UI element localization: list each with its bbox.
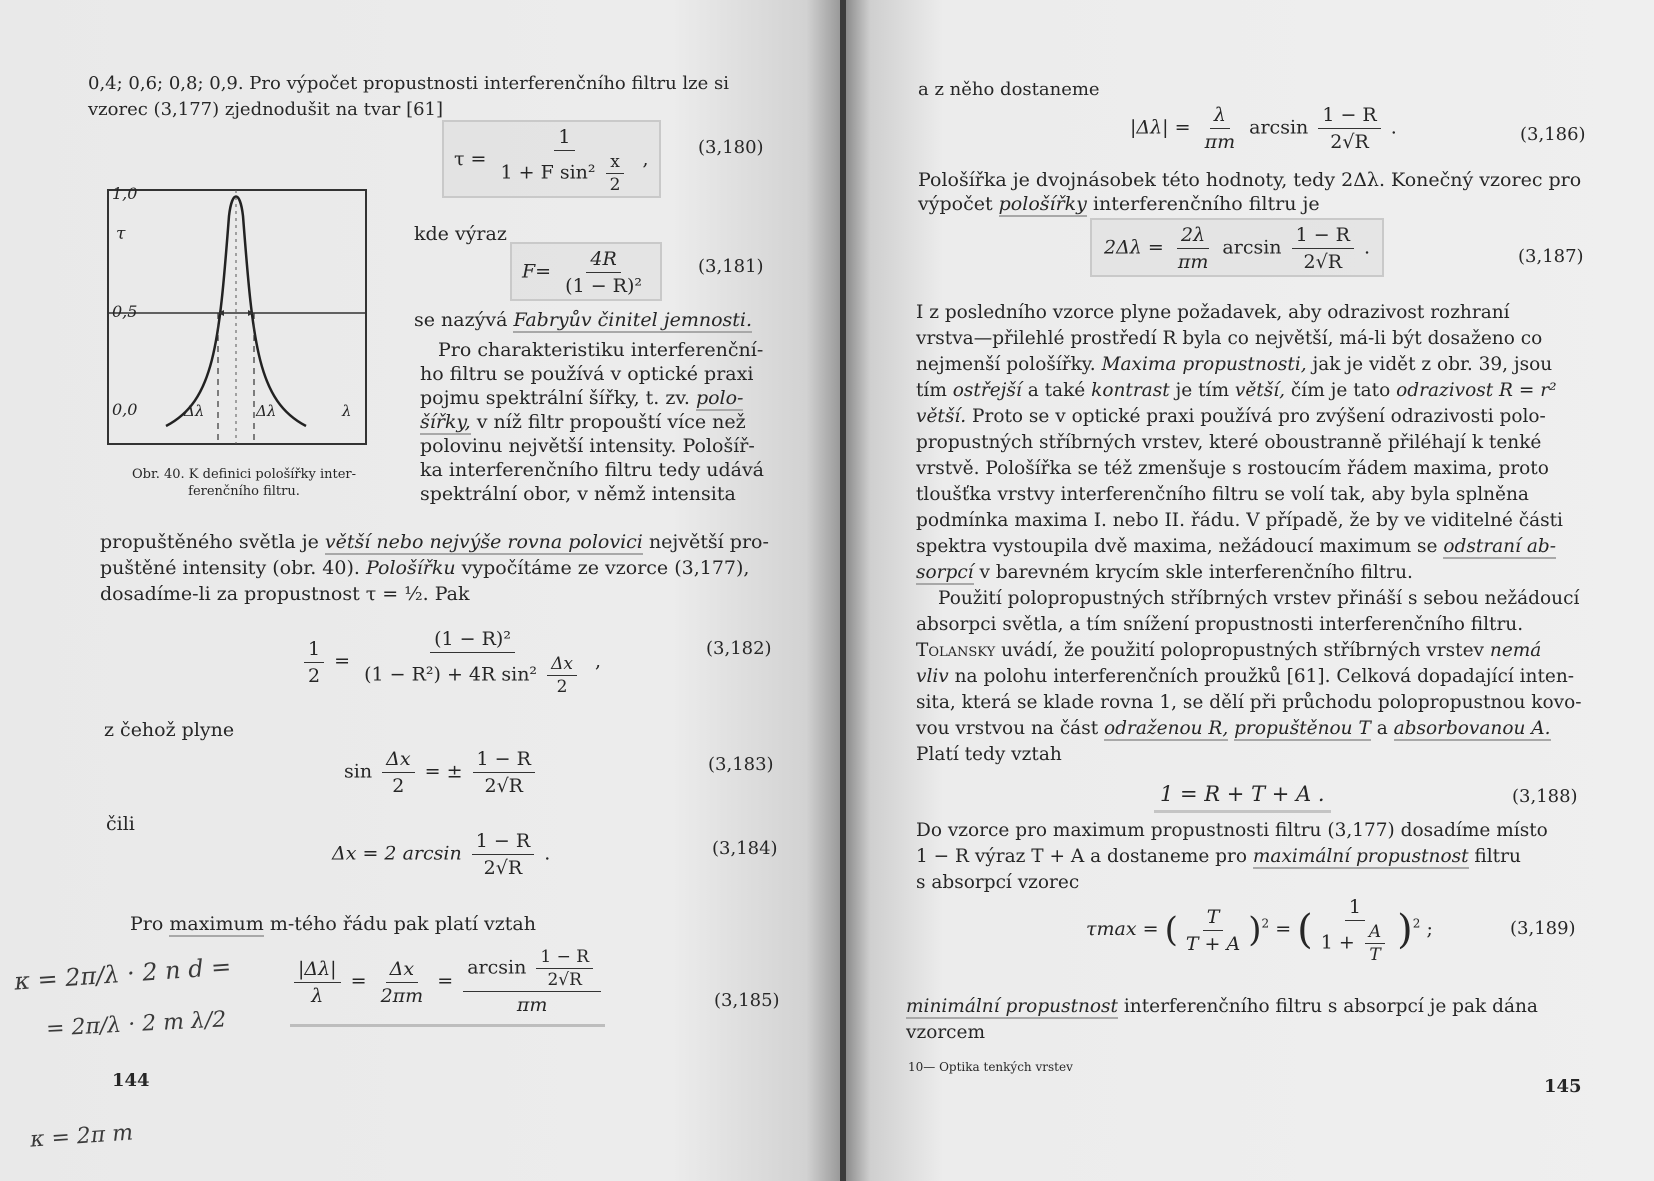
equation-number: (3,181): [698, 256, 764, 277]
text-span: čím je tato: [1290, 380, 1391, 401]
text-line: Do vzorce pro maximum propustnosti filtru (3,177) dosadíme místo: [916, 820, 1548, 841]
term-emphasis: sorpcí: [916, 562, 974, 583]
eq-numerator: 2λ: [1177, 224, 1209, 249]
axis-label: Δλ: [184, 402, 205, 420]
axis-label: 1,0: [112, 184, 138, 203]
text-line: [130, 912, 536, 936]
eq-frac-num: Δx: [547, 655, 577, 676]
equation-3-184: [332, 830, 550, 879]
caption-line: Obr. 40. K definici pološířky inter-: [131, 467, 357, 482]
text-line: polovinu největší intensity. Pološíř-: [420, 435, 755, 457]
eq-denominator: 2√R: [1330, 131, 1369, 153]
equation-3-183: [344, 748, 539, 797]
author-name: Tolansky: [916, 640, 996, 661]
eq-lhs: τ =: [454, 148, 487, 170]
text-line: čili: [106, 813, 135, 835]
text-line: s absorpcí vzorec: [916, 872, 1080, 893]
eq-denominator: (1 − R²) + 4R sin²: [364, 663, 538, 686]
text-span: vypočítáme ze vzorce (3,177),: [461, 557, 750, 579]
text-line: [100, 556, 749, 580]
equation-3-186: [1130, 104, 1397, 153]
term-emphasis: maximální propustnost: [1252, 846, 1469, 867]
eq-punct: ,: [595, 650, 602, 672]
term-emphasis: odrazivost R = r²: [1396, 380, 1557, 401]
right-page: [846, 0, 1654, 1181]
term-emphasis: nemá: [1489, 640, 1542, 661]
text-line: ho filtru se používá v optické praxi: [420, 363, 754, 385]
text-span: v níž filtr propouští více než: [476, 411, 746, 433]
footer: 10— Optika tenkých vrstev: [908, 1060, 1073, 1074]
page-number: 145: [1544, 1076, 1582, 1097]
eq-numerator: 1 − R: [473, 748, 535, 773]
equation-3-189: τmax = ( $\frac{T}{T + A}$ )$^2$ = ( 1 1 + $\frac{A}{T}$ )$^2$ ;: [1086, 896, 1433, 965]
paragraph: [916, 300, 1632, 768]
eq-denominator: λ: [311, 984, 324, 1007]
text-line: kde výraz: [414, 223, 507, 245]
text-line: 0,4; 0,6; 0,8; 0,9. Pro výpočet propustnosti interferenčního filtru lze si: [88, 73, 730, 94]
term-emphasis: vliv: [916, 666, 949, 687]
eq-numerator: λ: [1210, 104, 1230, 129]
eq-denominator: πm: [516, 994, 548, 1016]
text-span: propuštěného světla je: [100, 531, 319, 553]
equation-number: (3,184): [712, 838, 778, 859]
text-span: m-tého řádu pak platí vztah: [269, 913, 536, 935]
eq-numerator: |Δλ|: [294, 958, 341, 983]
text-line: vrstva—přilehlé prostředí R byla co největší, má-li být dosaženo co: [916, 328, 1543, 349]
eq-frac-num: x: [606, 153, 624, 174]
term-emphasis: větší nebo nejvýše rovna polovici: [324, 531, 643, 553]
term-emphasis: Pološířku: [365, 557, 456, 579]
eq-numerator: 4R: [586, 248, 620, 273]
eq-operator: =: [437, 970, 454, 992]
text-span: 1 − R výraz T + A a dostaneme pro: [916, 846, 1247, 867]
term-emphasis: absorbovanou A.: [1393, 718, 1551, 739]
term-emphasis: větší.: [916, 406, 967, 427]
axis-label: λ: [342, 402, 352, 420]
eq-exponent: 2: [1412, 916, 1421, 931]
term-emphasis: propuštěnou T: [1234, 718, 1371, 739]
eq-lhs: Δx = 2 arcsin: [332, 842, 462, 865]
equation-3-182: $\frac{1}{2}$ = (1 − R)² (1 − R²) + 4R sin² $\frac{\Delta x}{2}$ ,: [300, 628, 601, 696]
handwritten-note: = 2π/λ · 2 m λ/2: [45, 1007, 227, 1042]
text-line: I z posledního vzorce plyne požadavek, aby odrazivost rozhraní: [916, 302, 1510, 323]
term-emphasis: odstraní ab-: [1443, 536, 1556, 557]
text-span: spektra vystoupila dvě maxima, nežádoucí maximum se: [916, 536, 1438, 557]
text-span: v barevném krycím skle interferenčního filtru.: [979, 562, 1413, 583]
equation-3-180: [442, 120, 661, 198]
term-pološířky: šířky,: [420, 411, 471, 433]
equation-number: (3,182): [706, 638, 772, 659]
equation-number: (3,188): [1512, 786, 1578, 807]
eq-lhs: τmax =: [1086, 918, 1159, 940]
text-span: jak je vidět z obr. 39, jsou: [1312, 354, 1553, 375]
eq-numerator: 1 − R: [536, 948, 593, 969]
eq-denominator: 1 +: [1320, 931, 1355, 954]
text-line: Použití polopropustných stříbrných vrstev přináší s sebou nežádoucí: [938, 588, 1580, 609]
eq-denominator: 2πm: [380, 984, 424, 1007]
eq-numerator: 1 − R: [1292, 224, 1354, 249]
eq-punct: .: [544, 842, 551, 865]
text-line: podmínka maxima I. nebo II. řádu. V případě, že by ve viditelné části: [916, 510, 1563, 531]
text-span: na polohu interferenčních proužků [61]. Celková dopadající inten-: [954, 666, 1574, 687]
text-span: uvádí, že použití polopropustných stříbrných vrstev: [1001, 640, 1485, 661]
text-line: spektrální obor, v němž intensita: [420, 483, 736, 505]
eq-function: arcsin: [467, 956, 527, 979]
eq-denominator: T + A: [1185, 932, 1241, 955]
eq-lhs: F=: [522, 260, 552, 283]
eq-numerator: (1 − R)²: [430, 628, 515, 653]
text-span: pojmu spektrální šířky, t. zv.: [420, 387, 690, 409]
equation-number: (3,186): [1520, 124, 1586, 145]
text-span: filtru: [1474, 846, 1521, 867]
eq-operator: =: [1275, 918, 1292, 940]
text-line: vzorcem: [906, 1022, 986, 1043]
half-width-diagram: [104, 186, 370, 448]
equation-3-185: [290, 948, 605, 1027]
text-line: Pološířka je dvojnásobek této hodnoty, tedy 2Δλ. Konečný vzorec pro: [918, 169, 1582, 191]
text-line: [100, 530, 769, 554]
equation-number: (3,187): [1518, 246, 1584, 267]
equation-3-188: 1 = R + T + A .: [1154, 782, 1331, 813]
eq-denominator: 2√R: [484, 775, 523, 797]
eq-numerator: T: [1203, 906, 1224, 931]
term-pološířky: polo-: [695, 387, 744, 409]
figure-caption: [104, 466, 384, 500]
eq-punct: ;: [1426, 918, 1433, 940]
text-line: tloušťka vrstvy interferenčního filtru se volí tak, aby byla splněna: [916, 484, 1529, 505]
eq-lhs: |Δλ| =: [1130, 116, 1191, 139]
text-span: a: [1376, 718, 1388, 739]
eq-lhs: sin: [344, 760, 373, 783]
term-emphasis: ostřejší: [952, 380, 1022, 401]
text-span: Pro: [130, 913, 164, 935]
eq-denominator: 2√R: [1303, 251, 1343, 273]
text-line: Pro charakteristiku interferenční-: [438, 339, 764, 361]
paragraph: [916, 818, 1548, 896]
eq-exponent: 2: [1261, 916, 1270, 931]
text-span: puštěné intensity (obr. 40).: [100, 557, 360, 579]
eq-denominator: πm: [1204, 131, 1236, 153]
text-span: se nazývá: [414, 309, 508, 331]
equation-3-181: [510, 242, 662, 301]
axis-label: Δλ: [256, 402, 277, 420]
eq-punct: ,: [642, 148, 649, 170]
eq-frac-den: T: [1369, 945, 1381, 965]
axis-label: 0,5: [112, 302, 138, 321]
eq-numerator: 1: [304, 638, 324, 663]
eq-numerator: Δx: [382, 748, 414, 773]
handwritten-note: κ = 2π/λ · 2 n d =: [13, 952, 233, 996]
text-line: a z něho dostaneme: [918, 79, 1100, 100]
text-span: nejmenší pološířky.: [916, 354, 1096, 375]
text-line: dosadíme-li za propustnost τ = ½. Pak: [100, 583, 470, 605]
handwritten-note: κ = 2π m: [29, 1120, 134, 1153]
eq-function: arcsin: [1222, 236, 1282, 259]
eq-numerator: 1: [1345, 896, 1365, 921]
eq-denominator: 2: [392, 775, 405, 797]
text-line: sita, která se klade rovna 1, se dělí při průchodu polopropustnou kovo-: [916, 692, 1582, 713]
text-span: vou vrstvou na část: [916, 718, 1099, 739]
text-span: největší pro-: [648, 531, 769, 553]
paragraph: [906, 994, 1538, 1046]
text-line: ka interferenčního filtru tedy udává: [420, 459, 765, 481]
text-line: absorpci světla, a tím snížení propustnosti interferenčního filtru.: [916, 614, 1524, 635]
equation-number: (3,189): [1510, 918, 1576, 939]
term-emphasis: minimální propustnost: [906, 996, 1118, 1017]
text-line: vzorec (3,177) zjednodušit na tvar [61]: [88, 99, 444, 120]
page-number: 144: [112, 1070, 150, 1091]
eq-operator: =: [350, 970, 367, 992]
text-line: [414, 308, 752, 332]
eq-numerator: 1 − R: [472, 830, 534, 855]
text-span: Proto se v optické praxi používá pro zvýšení odrazivosti polo-: [972, 406, 1546, 427]
eq-frac-num: A: [1365, 923, 1385, 944]
text-line: [918, 192, 1320, 216]
text-span: je tím: [1175, 380, 1229, 401]
term-fabry: Fabryův činitel jemnosti.: [513, 309, 753, 331]
caption-line: ferenčního filtru.: [188, 484, 300, 499]
term-maximum: maximum: [169, 913, 264, 935]
text-span: a také: [1027, 380, 1086, 401]
term-emphasis: Maxima propustnosti,: [1101, 354, 1307, 375]
eq-lhs: 2Δλ =: [1104, 236, 1164, 259]
eq-punct: .: [1390, 116, 1397, 139]
term-emphasis: odraženou R,: [1104, 718, 1229, 739]
equation-number: (3,185): [714, 990, 780, 1011]
eq-numerator: 1: [554, 126, 574, 151]
eq-operator: = ±: [424, 760, 463, 783]
text-span: interferenčního filtru s absorpcí je pak dána: [1123, 996, 1538, 1017]
text-span: interferenčního filtru je: [1092, 193, 1320, 215]
text-line: propustných stříbrných vrstev, které oboustranně přiléhají k tenké: [916, 432, 1542, 453]
paragraph-column: [420, 338, 768, 506]
eq-denominator: 2√R: [483, 857, 523, 879]
term-pološířky: pološířky: [998, 193, 1087, 215]
text-line: Platí tedy vztah: [916, 744, 1062, 765]
axis-label: τ: [116, 224, 126, 244]
equation-number: (3,180): [698, 137, 764, 158]
eq-numerator: Δx: [386, 958, 418, 983]
equation-3-187: [1090, 218, 1384, 277]
eq-denominator: 2√R: [547, 970, 582, 990]
eq-punct: .: [1364, 236, 1371, 259]
equation-number: (3,183): [708, 754, 774, 775]
text-line: vrstvě. Pološířka se též zmenšuje s rostoucím řádem maxima, proto: [916, 458, 1549, 479]
eq-numerator: 1 − R: [1318, 104, 1380, 129]
eq-frac-den: 2: [609, 175, 621, 195]
eq-denominator: (1 − R)²: [565, 275, 642, 297]
term-emphasis: kontrast: [1091, 380, 1170, 401]
figure-40: [104, 186, 370, 448]
text-line: z čehož plyne: [104, 719, 235, 741]
text-span: tím: [916, 380, 947, 401]
term-emphasis: větší,: [1234, 380, 1286, 401]
eq-function: arcsin: [1249, 116, 1309, 139]
axis-label: 0,0: [112, 400, 138, 419]
eq-denominator: πm: [1177, 251, 1209, 273]
text-span: výpočet: [918, 193, 993, 215]
eq-frac-den: 2: [556, 677, 568, 697]
eq-denominator: 2: [308, 664, 321, 687]
eq-denominator: 1 + F sin²: [500, 161, 596, 184]
